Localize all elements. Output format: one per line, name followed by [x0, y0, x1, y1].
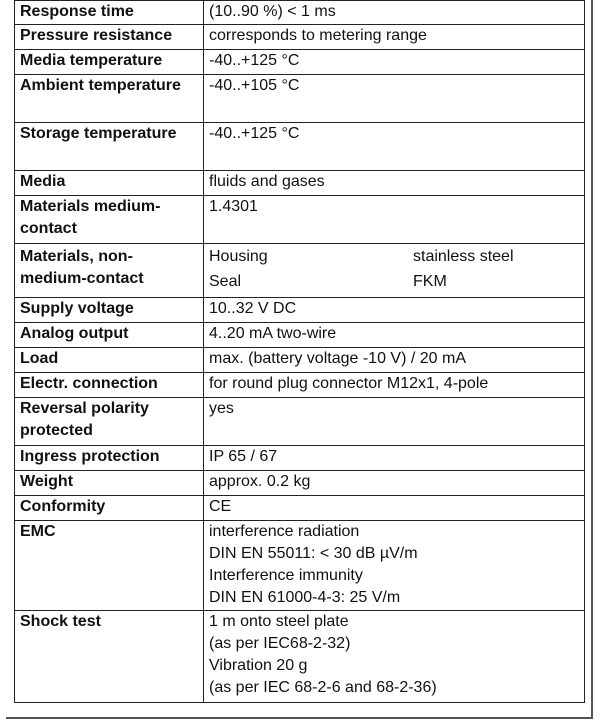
table-row — [15, 348, 585, 373]
material-label: Seal — [209, 273, 242, 290]
row-label: Supply voltage — [15, 298, 204, 323]
row-label: Ambient temperature — [15, 75, 204, 123]
table-row — [15, 323, 585, 348]
emc-line: Interference immunity — [209, 567, 363, 584]
row-label: Storage temperature — [15, 123, 204, 171]
row-label: Electr. connection — [15, 373, 204, 398]
material-pair — [209, 271, 579, 293]
shock-line: 1 m onto steel plate — [209, 613, 349, 630]
row-value: (10..90 %) < 1 ms — [204, 1, 585, 25]
spec-table — [14, 0, 585, 703]
row-value: CE — [204, 496, 585, 521]
row-value: corresponds to metering range — [204, 25, 585, 50]
table-row — [15, 611, 585, 703]
row-value — [204, 244, 585, 298]
row-value: 10..32 V DC — [204, 298, 585, 323]
emc-line: DIN EN 55011: < 30 dB µV/m — [209, 545, 418, 562]
table-row — [15, 298, 585, 323]
row-label: Media temperature — [15, 50, 204, 75]
table-row — [15, 50, 585, 75]
row-value: for round plug connector M12x1, 4-pole — [204, 373, 585, 398]
row-label: Materials, non-medium-contact — [15, 244, 204, 298]
row-label: Reversal polarity protected — [15, 398, 204, 446]
row-label: Shock test — [15, 611, 204, 703]
row-label: Analog output — [15, 323, 204, 348]
material-value: FKM — [413, 273, 447, 290]
row-value: fluids and gases — [204, 171, 585, 196]
shock-line: (as per IEC68-2-32) — [209, 635, 351, 652]
table-row — [15, 398, 585, 446]
table-row — [15, 75, 585, 123]
table-row — [15, 373, 585, 398]
row-value — [204, 521, 585, 611]
row-value: 1.4301 — [204, 196, 585, 244]
row-value: -40..+105 °C — [204, 75, 585, 123]
table-row — [15, 25, 585, 50]
material-pair — [209, 246, 579, 268]
row-label: Load — [15, 348, 204, 373]
row-label: EMC — [15, 521, 204, 611]
table-row — [15, 123, 585, 171]
shock-line: Vibration 20 g — [209, 657, 308, 674]
row-value: max. (battery voltage -10 V) / 20 mA — [204, 348, 585, 373]
emc-line: interference radiation — [209, 523, 360, 540]
table-row — [15, 171, 585, 196]
table-row — [15, 521, 585, 611]
row-label: Pressure resistance — [15, 25, 204, 50]
material-label: Housing — [209, 248, 268, 265]
row-value — [204, 611, 585, 703]
table-row — [15, 446, 585, 471]
row-label: Response time — [15, 1, 204, 25]
row-value: approx. 0.2 kg — [204, 471, 585, 496]
row-label: Weight — [15, 471, 204, 496]
material-value: stainless steel — [413, 248, 514, 265]
shock-line: (as per IEC 68-2-6 and 68-2-36) — [209, 679, 437, 696]
row-value: IP 65 / 67 — [204, 446, 585, 471]
row-value: yes — [204, 398, 585, 446]
table-row — [15, 1, 585, 25]
table-row — [15, 471, 585, 496]
table-row — [15, 196, 585, 244]
row-label: Conformity — [15, 496, 204, 521]
row-label: Ingress protection — [15, 446, 204, 471]
emc-line: DIN EN 61000-4-3: 25 V/m — [209, 589, 401, 606]
table-row — [15, 496, 585, 521]
row-value: -40..+125 °C — [204, 123, 585, 171]
table-row — [15, 244, 585, 298]
row-value: 4..20 mA two-wire — [204, 323, 585, 348]
row-label: Media — [15, 171, 204, 196]
row-label: Materials medium-contact — [15, 196, 204, 244]
row-value: -40..+125 °C — [204, 50, 585, 75]
